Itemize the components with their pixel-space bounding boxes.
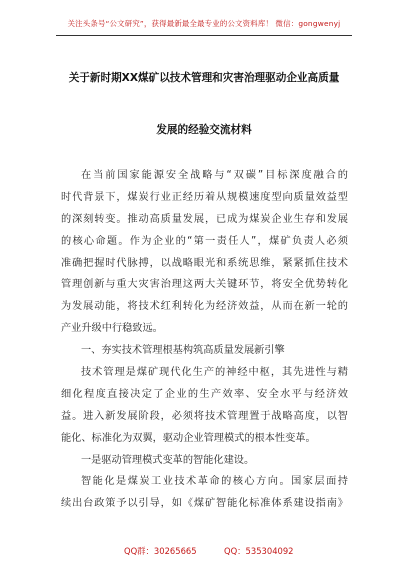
body-line: 在当前国家能源安全战略与“双碳”目标深度融合的 (81, 170, 348, 181)
footer-contacts (0, 545, 408, 559)
document-title-line-2: 发展的经验交流材料 (156, 124, 252, 136)
header-notice: 关注头条号“公文研究”，获得最新最全最专业的公文资料库！ 微信：gongwenyj (67, 19, 341, 28)
body-line: 时代背景下，煤炭行业正经历着从规模速度型向质量效益型 (61, 191, 348, 203)
body-line: 续出台政策予以引导，如《煤矿智能化标准体系建设指南》 (61, 498, 348, 510)
body-line: 产业升级中行稳致远。 (61, 323, 163, 335)
body-line: 能化、标准化为双翼，驱动企业管理模式的根本性变革。 (61, 432, 316, 444)
body-line: 益。进入新发展阶段，必须将技术管理置于战略高度，以智 (61, 410, 348, 422)
subsection-heading: 一是驱动管理模式变革的智能化建设。 (81, 454, 255, 466)
footer-qq-group: QQ群：30265665 (124, 546, 197, 556)
body-line: 的核心命题。作为企业的“第一责任人”，煤矿负责人必须 (61, 235, 348, 247)
footer-qq: QQ：535304092 (224, 546, 294, 556)
document-title-line-1: 关于新时期XX煤矿以技术管理和灾害治理驱动企业高质量 (68, 72, 340, 84)
body-line: 准确把握时代脉搏，以战略眼光和系统思维，紧紧抓住技术 (61, 257, 348, 269)
body-line: 细化程度直接决定了企业的生产效率、安全水平与经济效 (61, 388, 348, 400)
body-line: 智能化是煤炭工业技术革命的核心方向。国家层面持 (81, 476, 348, 488)
section-heading: 一、夯实技术管理根基构筑高质量发展新引擎 (81, 345, 285, 357)
body-line: 的深刻转变。推动高质量发展，已成为煤炭企业生存和发展 (61, 213, 348, 225)
body-line: 管理创新与重大灾害治理这两大关键环节，将安全优势转化 (61, 279, 348, 291)
document-body (61, 165, 348, 515)
header-divider (56, 35, 352, 36)
body-line: 技术管理是煤矿现代化生产的神经中枢，其先进性与精 (81, 367, 348, 379)
body-line: 为发展动能，将技术红利转化为经济效益，从而在新一轮的 (61, 301, 348, 313)
